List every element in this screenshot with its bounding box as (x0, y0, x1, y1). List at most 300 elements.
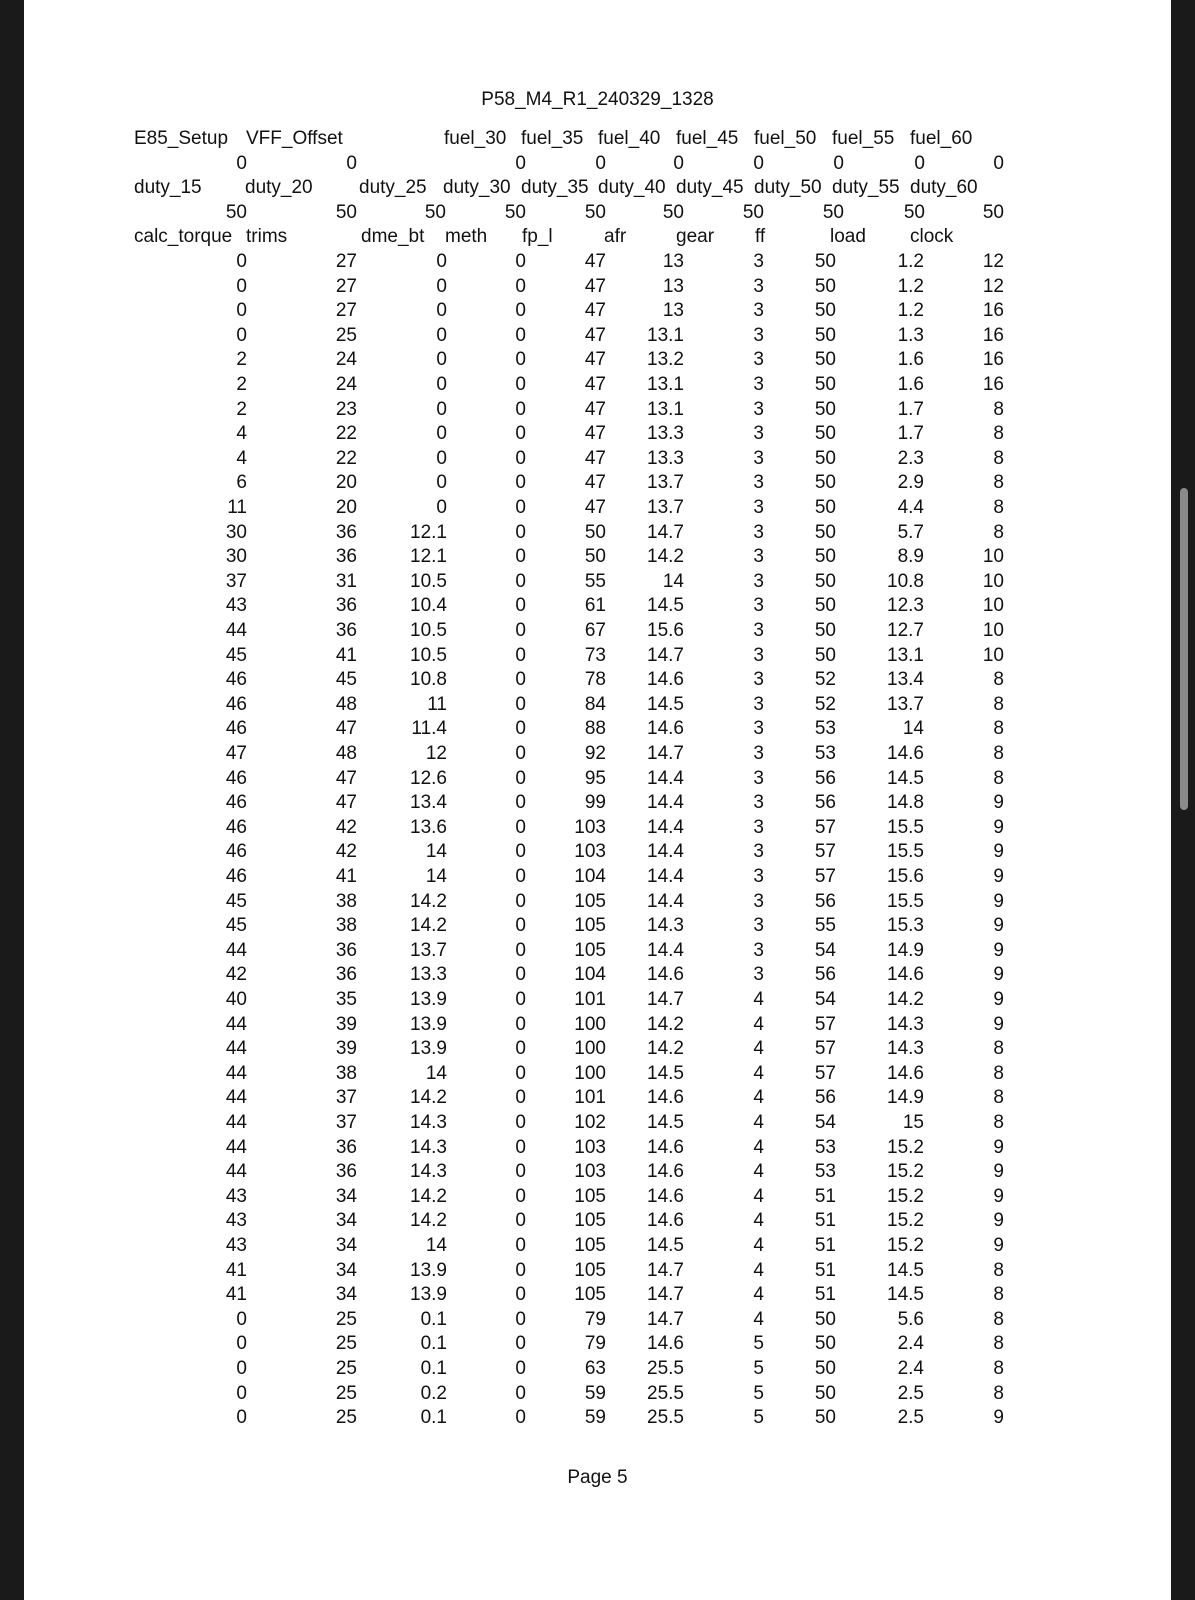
table-cell: 50 (814, 324, 836, 346)
table-row (24, 1233, 1171, 1258)
table-row (24, 1405, 1171, 1430)
table-cell: 35 (335, 989, 357, 1010)
table-row (24, 1184, 1171, 1209)
table-cell: 0 (436, 472, 447, 494)
table-row (24, 643, 1171, 668)
table-cell: 57 (814, 1038, 836, 1060)
table-cell: 47 (584, 275, 606, 297)
table-cell: 9 (993, 816, 1004, 838)
table-cell: 40 (225, 989, 247, 1010)
table-cell: 14.8 (887, 792, 924, 814)
table-cell: 3 (753, 939, 764, 961)
table-cell: 0 (515, 718, 526, 740)
table-cell: 30 (225, 521, 247, 543)
table-cell: 25.5 (647, 1358, 684, 1379)
table-cell: 2.5 (897, 1407, 924, 1429)
table-cell: 14 (425, 866, 447, 887)
table-cell: 0.2 (420, 1382, 447, 1404)
table-cell: 14.7 (647, 989, 684, 1010)
header-label: fuel_45 (676, 128, 739, 149)
table-cell: 14.3 (410, 1112, 447, 1133)
table-cell: 3 (753, 669, 764, 691)
header-label: VFF_Offset (246, 128, 343, 149)
table-cell: 0 (515, 1308, 526, 1330)
table-cell: 9 (993, 792, 1004, 814)
table-cell: 105 (574, 915, 606, 937)
table-row (24, 962, 1171, 987)
header-labels-row (24, 126, 1171, 151)
table-cell: 3 (753, 570, 764, 592)
table-cell: 36 (335, 1161, 357, 1183)
table-cell: 15.2 (887, 1136, 924, 1158)
table-cell: 44 (225, 1087, 247, 1109)
header-value: 50 (822, 201, 844, 223)
table-cell: 13.4 (887, 669, 924, 691)
table-cell: 39 (335, 1013, 357, 1035)
table-cell: 14.2 (410, 890, 447, 912)
table-cell: 39 (335, 1038, 357, 1060)
table-cell: 45 (225, 890, 247, 912)
table-cell: 92 (584, 743, 606, 764)
table-cell: 34 (335, 1259, 357, 1281)
table-cell: 22 (335, 423, 357, 445)
table-cell: 15.5 (887, 890, 924, 912)
table-cell: 59 (584, 1382, 606, 1404)
table-cell: 14.5 (647, 1112, 684, 1133)
table-cell: 8 (993, 718, 1004, 740)
table-cell: 0 (515, 374, 526, 395)
table-cell: 50 (814, 275, 836, 297)
table-cell: 50 (814, 497, 836, 518)
table-cell: 0 (515, 1038, 526, 1060)
table-cell: 3 (753, 521, 764, 543)
table-cell: 14.6 (887, 1062, 924, 1084)
table-cell: 45 (225, 915, 247, 937)
table-row (24, 913, 1171, 938)
table-cell: 57 (814, 1013, 836, 1035)
table-cell: 14.6 (647, 1185, 684, 1207)
table-row (24, 864, 1171, 889)
header-value: 0 (833, 152, 844, 174)
table-cell: 54 (814, 989, 836, 1010)
table-cell: 2 (236, 349, 247, 371)
table-cell: 8 (993, 743, 1004, 764)
header-values-row (24, 200, 1171, 225)
table-cell: 105 (574, 1235, 606, 1256)
table-cell: 4 (753, 1185, 764, 1207)
table-cell: 3 (753, 620, 764, 641)
table-cell: 105 (574, 939, 606, 961)
header-label: fuel_55 (832, 128, 895, 149)
table-row (24, 421, 1171, 446)
table-cell: 0 (515, 300, 526, 322)
table-cell: 50 (814, 472, 836, 494)
table-cell: 8 (993, 1358, 1004, 1379)
table-cell: 15.2 (887, 1185, 924, 1207)
column-header: trims (246, 226, 288, 248)
table-cell: 3 (753, 915, 764, 937)
table-cell: 73 (584, 644, 606, 666)
table-cell: 14.6 (647, 1210, 684, 1232)
table-cell: 3 (753, 275, 764, 297)
table-row (24, 544, 1171, 569)
table-cell: 47 (584, 472, 606, 494)
table-row (24, 1356, 1171, 1381)
table-cell: 0 (515, 349, 526, 371)
table-cell: 14.4 (647, 890, 684, 912)
table-cell: 57 (814, 816, 836, 838)
table-cell: 14.3 (647, 915, 684, 937)
table-cell: 11.4 (411, 718, 447, 740)
table-cell: 15.5 (887, 816, 924, 838)
table-cell: 36 (335, 1136, 357, 1158)
table-cell: 9 (993, 1136, 1004, 1158)
table-cell: 57 (814, 1062, 836, 1084)
column-header: clock (910, 226, 954, 248)
table-cell: 4 (753, 1038, 764, 1060)
table-cell: 50 (814, 1308, 836, 1330)
table-cell: 10.8 (887, 570, 924, 592)
header-value: 50 (903, 201, 925, 223)
table-row (24, 1331, 1171, 1356)
table-row (24, 372, 1171, 397)
table-cell: 0 (515, 1259, 526, 1281)
table-cell: 10.8 (410, 669, 447, 691)
table-cell: 0 (515, 1185, 526, 1207)
table-cell: 0 (236, 275, 247, 297)
table-cell: 41 (335, 866, 357, 887)
table-cell: 3 (753, 718, 764, 740)
table-cell: 50 (814, 423, 836, 445)
table-cell: 50 (814, 1333, 836, 1355)
table-cell: 8 (993, 1382, 1004, 1404)
table-cell: 13.7 (887, 693, 924, 715)
table-row (24, 274, 1171, 299)
header-label: duty_15 (134, 177, 202, 199)
table-cell: 0 (436, 349, 447, 371)
table-cell: 9 (993, 890, 1004, 912)
table-cell: 50 (584, 521, 606, 543)
table-cell: 25 (335, 1333, 357, 1355)
table-cell: 4.4 (897, 497, 924, 518)
table-cell: 0 (436, 374, 447, 395)
table-cell: 3 (753, 546, 764, 568)
table-cell: 100 (574, 1013, 606, 1035)
table-cell: 16 (982, 349, 1004, 371)
table-cell: 0 (515, 939, 526, 961)
table-cell: 0 (436, 324, 447, 346)
table-cell: 0 (515, 792, 526, 814)
table-cell: 0 (436, 300, 447, 322)
table-cell: 0 (515, 620, 526, 641)
table-cell: 13.6 (410, 816, 447, 838)
table-cell: 42 (335, 841, 357, 863)
table-row (24, 1135, 1171, 1160)
table-cell: 13.1 (647, 324, 684, 346)
table-cell: 0 (436, 398, 447, 420)
table-row (24, 618, 1171, 643)
table-cell: 84 (584, 693, 606, 715)
table-cell: 1.2 (897, 300, 924, 322)
table-cell: 47 (335, 767, 357, 789)
table-cell: 9 (993, 964, 1004, 986)
table-cell: 46 (225, 767, 247, 789)
table-cell: 12.3 (887, 595, 924, 617)
table-cell: 27 (335, 275, 357, 297)
table-cell: 0 (515, 743, 526, 764)
table-cell: 4 (753, 1210, 764, 1232)
header-value: 0 (993, 152, 1004, 174)
table-cell: 14.2 (410, 1087, 447, 1109)
table-cell: 50 (814, 1358, 836, 1379)
table-row (24, 397, 1171, 422)
table-cell: 0 (515, 816, 526, 838)
table-cell: 4 (753, 1259, 764, 1281)
table-row (24, 1085, 1171, 1110)
table-cell: 13.9 (410, 1284, 447, 1306)
table-cell: 3 (753, 644, 764, 666)
header-value: 50 (504, 201, 526, 223)
table-cell: 100 (574, 1062, 606, 1084)
table-cell: 14.5 (887, 1284, 924, 1306)
table-cell: 4 (753, 1136, 764, 1158)
table-cell: 0 (515, 570, 526, 592)
table-cell: 14.2 (410, 1210, 447, 1232)
table-row (24, 1036, 1171, 1061)
table-cell: 3 (753, 890, 764, 912)
table-cell: 0 (515, 1407, 526, 1429)
table-cell: 42 (335, 816, 357, 838)
table-cell: 14.7 (647, 743, 684, 764)
table-cell: 5 (753, 1382, 764, 1404)
table-cell: 14.7 (647, 1284, 684, 1306)
table-cell: 8 (993, 1308, 1004, 1330)
table-row (24, 815, 1171, 840)
table-cell: 13.3 (647, 447, 684, 469)
table-cell: 0 (515, 841, 526, 863)
table-cell: 10 (982, 595, 1004, 617)
table-cell: 14.4 (647, 841, 684, 863)
column-header: dme_bt (361, 226, 425, 248)
table-cell: 3 (753, 792, 764, 814)
table-cell: 3 (753, 964, 764, 986)
table-cell: 9 (993, 1407, 1004, 1429)
table-cell: 14.6 (647, 964, 684, 986)
header-value: 50 (225, 201, 247, 223)
table-cell: 50 (814, 570, 836, 592)
table-cell: 12 (982, 251, 1004, 272)
table-cell: 14.4 (647, 866, 684, 887)
table-cell: 37 (335, 1087, 357, 1109)
table-cell: 8 (993, 1259, 1004, 1281)
table-cell: 38 (335, 1062, 357, 1084)
table-cell: 14 (425, 1235, 447, 1256)
table-cell: 79 (584, 1308, 606, 1330)
table-cell: 3 (753, 816, 764, 838)
table-cell: 51 (814, 1210, 836, 1232)
table-cell: 41 (225, 1284, 247, 1306)
table-cell: 101 (574, 989, 606, 1010)
header-value: 50 (424, 201, 446, 223)
table-cell: 3 (753, 497, 764, 518)
header-label: fuel_40 (598, 128, 661, 149)
table-cell: 8 (993, 1333, 1004, 1355)
table-cell: 0 (236, 1382, 247, 1404)
table-cell: 10.4 (410, 595, 447, 617)
table-cell: 14.4 (647, 816, 684, 838)
table-cell: 14.6 (647, 669, 684, 691)
table-cell: 47 (584, 497, 606, 518)
table-cell: 2.5 (897, 1382, 924, 1404)
table-cell: 50 (814, 374, 836, 395)
table-cell: 104 (574, 866, 606, 887)
header-label: duty_20 (245, 177, 313, 199)
table-cell: 102 (574, 1112, 606, 1133)
table-cell: 0 (236, 251, 247, 272)
table-cell: 4 (236, 423, 247, 445)
table-cell: 14.6 (647, 1087, 684, 1109)
column-header: calc_torque (134, 226, 233, 248)
header-label: fuel_35 (521, 128, 584, 149)
table-cell: 0 (515, 1062, 526, 1084)
header-label: E85_Setup (134, 128, 229, 149)
table-cell: 47 (225, 743, 247, 764)
table-cell: 51 (814, 1185, 836, 1207)
table-cell: 53 (814, 718, 836, 740)
table-cell: 15.2 (887, 1235, 924, 1256)
table-cell: 105 (574, 1284, 606, 1306)
table-cell: 12.1 (410, 546, 447, 568)
table-cell: 34 (335, 1210, 357, 1232)
table-cell: 0 (515, 398, 526, 420)
table-cell: 44 (225, 1062, 247, 1084)
table-cell: 47 (584, 398, 606, 420)
table-cell: 0 (515, 1013, 526, 1035)
table-cell: 48 (335, 693, 357, 715)
table-cell: 0 (515, 693, 526, 715)
table-cell: 13.9 (410, 1013, 447, 1035)
table-cell: 24 (335, 374, 357, 395)
header-value: 50 (662, 201, 684, 223)
table-cell: 46 (225, 693, 247, 715)
table-cell: 0.1 (420, 1358, 447, 1379)
table-cell: 25 (335, 1382, 357, 1404)
table-cell: 105 (574, 1210, 606, 1232)
table-cell: 36 (335, 521, 357, 543)
table-cell: 8 (993, 398, 1004, 420)
table-cell: 12.7 (887, 620, 924, 641)
table-cell: 46 (225, 866, 247, 887)
table-cell: 25 (335, 324, 357, 346)
table-cell: 13.1 (887, 644, 924, 666)
table-cell: 2.4 (897, 1358, 924, 1379)
table-cell: 2.9 (897, 472, 924, 494)
table-cell: 47 (584, 447, 606, 469)
table-cell: 50 (814, 398, 836, 420)
table-cell: 44 (225, 1136, 247, 1158)
table-cell: 12.6 (410, 767, 447, 789)
header-label: duty_40 (598, 177, 666, 199)
table-cell: 0 (515, 423, 526, 445)
table-cell: 8 (993, 767, 1004, 789)
table-cell: 14.6 (887, 743, 924, 764)
table-cell: 47 (584, 324, 606, 346)
table-cell: 15 (902, 1112, 924, 1133)
table-cell: 43 (225, 595, 247, 617)
table-cell: 0 (515, 1358, 526, 1379)
table-cell: 41 (225, 1259, 247, 1281)
table-cell: 2 (236, 374, 247, 395)
table-cell: 14.4 (647, 767, 684, 789)
table-cell: 14 (425, 841, 447, 863)
header-labels-row (24, 175, 1171, 200)
table-cell: 46 (225, 669, 247, 691)
table-cell: 38 (335, 890, 357, 912)
table-cell: 12.1 (410, 521, 447, 543)
table-cell: 20 (335, 472, 357, 494)
table-cell: 42 (225, 964, 247, 986)
table-cell: 43 (225, 1235, 247, 1256)
table-cell: 61 (584, 595, 606, 617)
table-cell: 14.2 (887, 989, 924, 1010)
table-cell: 0 (515, 1087, 526, 1109)
table-cell: 14.5 (887, 767, 924, 789)
table-cell: 50 (814, 349, 836, 371)
table-cell: 8 (993, 423, 1004, 445)
table-cell: 1.7 (897, 423, 924, 445)
table-cell: 50 (814, 1382, 836, 1404)
header-label: duty_25 (359, 177, 427, 199)
table-cell: 0 (515, 1382, 526, 1404)
table-cell: 0 (515, 595, 526, 617)
table-cell: 14.4 (647, 792, 684, 814)
table-cell: 13.3 (410, 964, 447, 986)
table-cell: 0 (515, 1210, 526, 1232)
table-cell: 0 (515, 1136, 526, 1158)
table-cell: 36 (335, 964, 357, 986)
table-cell: 8 (993, 447, 1004, 469)
table-cell: 14.3 (887, 1038, 924, 1060)
table-cell: 4 (753, 1161, 764, 1183)
header-value: 0 (595, 152, 606, 174)
table-cell: 0 (515, 644, 526, 666)
table-cell: 47 (584, 374, 606, 395)
table-cell: 0 (436, 251, 447, 272)
table-row (24, 716, 1171, 741)
table-cell: 0 (515, 767, 526, 789)
table-cell: 9 (993, 1235, 1004, 1256)
table-cell: 1.3 (897, 324, 924, 346)
table-cell: 13.1 (647, 398, 684, 420)
table-row (24, 323, 1171, 348)
table-cell: 53 (814, 1161, 836, 1183)
header-label: duty_35 (521, 177, 589, 199)
table-cell: 55 (814, 915, 836, 937)
table-cell: 0 (515, 1333, 526, 1355)
table-row (24, 470, 1171, 495)
header-value: 0 (346, 152, 357, 174)
table-cell: 51 (814, 1259, 836, 1281)
scrollbar[interactable] (1180, 488, 1188, 810)
table-cell: 14.3 (887, 1013, 924, 1035)
header-label: fuel_50 (754, 128, 817, 149)
table-cell: 95 (584, 767, 606, 789)
header-label: fuel_60 (910, 128, 973, 149)
table-cell: 12 (982, 275, 1004, 297)
table-cell: 14.5 (647, 1062, 684, 1084)
table-cell: 78 (584, 669, 606, 691)
table-cell: 9 (993, 939, 1004, 961)
